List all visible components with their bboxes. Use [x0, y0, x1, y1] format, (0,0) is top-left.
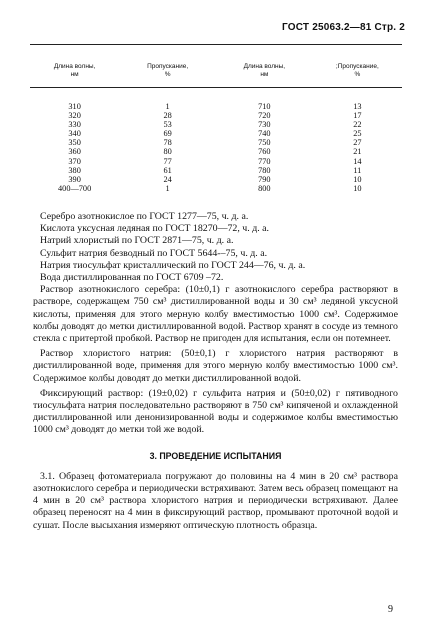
header-transmission-1: Пропускание, % [119, 45, 216, 88]
table-cell: 400—700 [58, 183, 92, 193]
reagent-item: Вода дистиллированная по ГОСТ 6709 –72. [40, 272, 224, 284]
table-cell: 740 [258, 129, 271, 139]
table-cell: 800 [258, 183, 271, 193]
reagent-item: Натрий хлористый по ГОСТ 2871—75, ч. д. а. [40, 235, 234, 247]
table-cell: 77 [163, 156, 172, 166]
reagent-item: Сульфит натрия безводный по ГОСТ 5644-–75, ч. д. а. [40, 247, 268, 259]
table-cell: 770 [258, 156, 271, 166]
table-cell: 61 [163, 165, 172, 175]
header-wavelength-1: Длина волны, нм [30, 45, 119, 88]
table-cell: 340 [68, 129, 81, 139]
table-cell: 710 [258, 102, 271, 111]
right-wavelength-column [216, 102, 313, 193]
table-cell: 360 [68, 147, 81, 157]
reagent-item: Серебро азотнокислое по ГОСТ 1277—75, ч. д. а. [40, 211, 249, 222]
page-header: ГОСТ 25063.2—81 Стр. 2 [282, 22, 405, 33]
reagent-item: Натрия тиосульфат кристаллический по ГОСТ 244—76, ч. д. а. [40, 259, 306, 271]
transmission-table [30, 44, 402, 193]
table-cell: 53 [163, 120, 172, 130]
silver-nitrate-solution-paragraph: Раствор азотнокислого серебра: (10±0,1) г азотнокислого серебра растворяют в растворе, содержащем 750 см³ дистиллированной воды и 30 см³ ледяной уксусной кислоты, применяя для этого мерную колбу вместимостью 1000 см³. Содержимое колбы доводят до метки дистиллированной водой. Раствор хранят в сосуде из темного стекла с притертой пробкой. Раствор не пригоден для испытания, если он потемнеет. [33, 284, 398, 345]
table-cell: 10 [353, 183, 362, 193]
table-cell: 78 [163, 138, 172, 148]
table-cell: 750 [258, 138, 271, 148]
reagent-item: Кислота уксусная ледяная по ГОСТ 18270—72, ч. д. а. [40, 223, 270, 235]
table-cell: 390 [68, 174, 81, 184]
table-cell: 25 [353, 129, 362, 139]
table-cell: 320 [68, 111, 81, 121]
table-cell: 760 [258, 147, 271, 157]
header-transmission-2: ;Пропускание, % [313, 45, 402, 88]
table-cell: 17 [353, 111, 362, 121]
left-wavelength-column [30, 102, 119, 193]
table-cell: 80 [163, 147, 172, 157]
table-cell: 1 [165, 183, 170, 193]
section-paragraph: 3.1. Образец фотоматериала погружают до половины на 4 мин в 20 см³ раствора азотнокислого серебра и периодически встряхивают. Затем весь образец помещают на 4 мин в 20 см³ раствора хлористого натрия и периодически встряхивают. Далее образец переносят на 4 мин в фиксирующий раствор, промывают проточной водой и сушат. После высыхания измеряют оптическую плотность образца. [33, 470, 398, 531]
table-cell: 14 [353, 156, 362, 166]
table-cell: 370 [68, 156, 81, 166]
table-cell: 11 [353, 165, 362, 175]
table-cell: 22 [353, 120, 362, 130]
table-cell: 69 [163, 129, 172, 139]
table-cell: 27 [353, 138, 362, 148]
page-number: 9 [388, 604, 393, 615]
table-cell: 780 [258, 165, 271, 175]
fixing-solution-paragraph: Фиксирующий раствор: (19±0,02) г сульфита натрия и (50±0,02) г пятиводного тиосульфата натрия последовательно растворяют в 750 см³ кипяченой и охлажденной дистиллированной или денонизированной воды и содержимое колбы вместимостью 1000 см³ доводят до метки той же водой. [33, 387, 398, 436]
table-cell: 380 [68, 165, 81, 175]
table-cell: 21 [353, 147, 362, 157]
reagent-list [33, 211, 398, 284]
sodium-chloride-solution-paragraph: Раствор хлористого натрия: (50±0,1) г хлористого натрия растворяют в дистиллированной воде, применяя для этого мерную колбу вместимостью 1000 см³. Содержимое колбы доводят до метки дистиллированной водой. [33, 348, 398, 384]
left-transmission-column [119, 102, 216, 193]
table-cell: 330 [68, 120, 81, 130]
header-wavelength-2: Длина волны, нм [216, 45, 313, 88]
table-cell: 28 [163, 111, 172, 121]
table-cell: 350 [68, 138, 81, 148]
table-cell: 310 [68, 102, 81, 111]
table-cell: 790 [258, 174, 271, 184]
section-title: 3. ПРОВЕДЕНИЕ ИСПЫТАНИЯ [149, 450, 282, 461]
document-body [33, 211, 398, 532]
table-cell: 1 [165, 102, 170, 111]
table-cell: 13 [353, 102, 362, 111]
table-cell: 10 [353, 174, 362, 184]
table-cell: 730 [258, 120, 271, 130]
right-transmission-column [313, 102, 402, 193]
table-cell: 720 [258, 111, 271, 121]
table-cell: 24 [163, 174, 172, 184]
